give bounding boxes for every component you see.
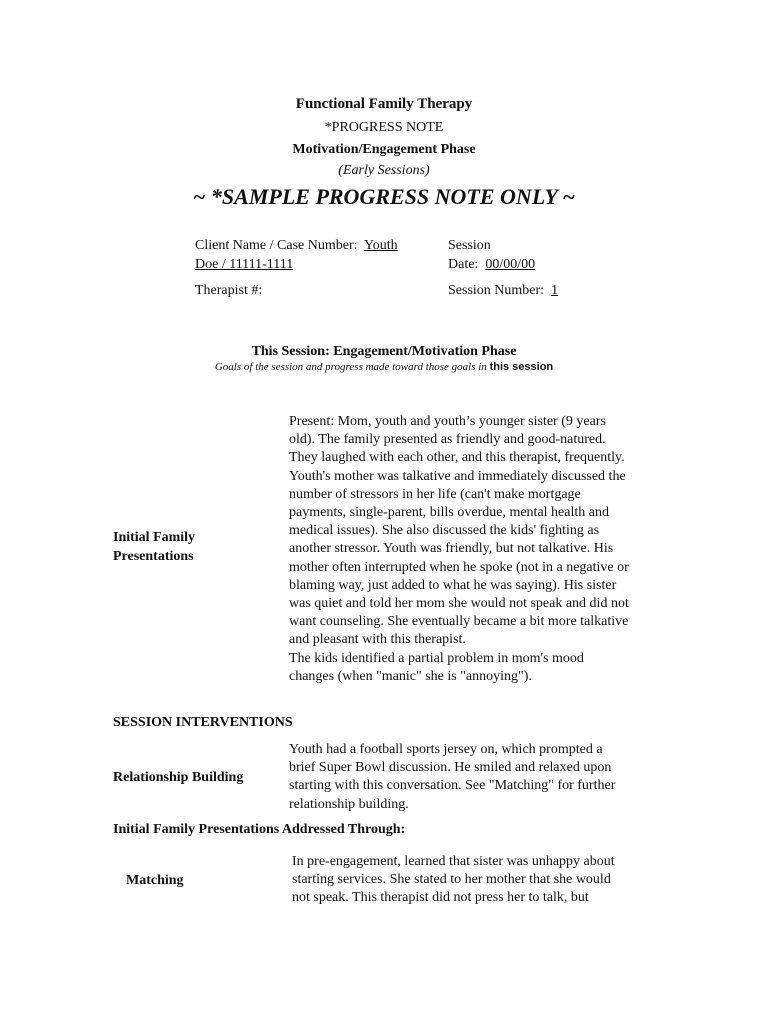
early-sessions-note: (Early Sessions) bbox=[338, 163, 430, 178]
paragraph-line: want counseling. She eventually became a bit more talkative bbox=[289, 614, 629, 630]
paragraph-line: blaming way, just added to what he was saying). His sister bbox=[289, 577, 617, 593]
session-title: This Session: Engagement/Motivation Phase bbox=[251, 344, 517, 359]
session-subtitle bbox=[0, 361, 768, 373]
paragraph-line: mother often interrupted when he spoke (not in a negative or bbox=[289, 559, 629, 575]
paragraph-line: relationship building. bbox=[289, 796, 409, 812]
paragraph-line: not speak. This therapist did not press her to talk, but bbox=[292, 890, 589, 906]
paragraph-line: starting services. She stated to her mother that she would bbox=[292, 872, 611, 888]
client-name-value-2: Doe / 11111-1111 bbox=[195, 257, 294, 272]
interventions-heading: SESSION INTERVENTIONS bbox=[113, 715, 293, 730]
session-label: Session bbox=[448, 238, 491, 253]
date-value: 00/00/00 bbox=[485, 257, 536, 272]
paragraph-line: Present: Mom, youth and youth’s younger sister (9 years bbox=[289, 414, 606, 429]
phase-heading: Motivation/Engagement Phase bbox=[292, 142, 476, 157]
paragraph-line: In pre-engagement, learned that sister was unhappy about bbox=[292, 854, 615, 869]
document-title: Functional Family Therapy bbox=[295, 96, 473, 112]
relationship-building-text bbox=[289, 741, 709, 814]
paragraph-line: Youth's mother was talkative and immediately discussed the bbox=[289, 468, 626, 484]
session-number-label: Session Number: bbox=[448, 283, 545, 298]
paragraph-line: number of stressors in her life (can't make mortgage bbox=[289, 486, 581, 502]
initial-presentations-label bbox=[113, 528, 253, 566]
initial-presentations-label-line2: Presentations bbox=[113, 549, 194, 564]
client-name-field bbox=[195, 236, 435, 274]
document-subtitle: *PROGRESS NOTE bbox=[324, 120, 444, 135]
session-date-field bbox=[448, 236, 648, 274]
paragraph-line: was quiet and told her mom she would not speak and did not bbox=[289, 596, 629, 612]
paragraph-line: old). The family presented as friendly and good-natured. bbox=[289, 432, 606, 448]
therapist-label: Therapist #: bbox=[195, 283, 263, 298]
session-subtitle-emphasis: this session bbox=[489, 361, 554, 373]
client-name-label: Client Name / Case Number: bbox=[195, 238, 358, 253]
session-number-value: 1 bbox=[551, 283, 559, 298]
paragraph-line: payments, single-parent, bills overdue, mental health and bbox=[289, 505, 609, 521]
paragraph-line: starting with this conversation. See "Matching" for further bbox=[289, 778, 616, 794]
sample-banner: ~ *SAMPLE PROGRESS NOTE ONLY ~ bbox=[192, 184, 576, 209]
matching-label: Matching bbox=[126, 873, 184, 888]
session-number-field bbox=[448, 281, 648, 300]
initial-presentations-label-line1: Initial Family bbox=[113, 530, 196, 545]
date-label: Date: bbox=[448, 257, 479, 272]
paragraph-line: The kids identified a partial problem in mom's mood bbox=[289, 650, 584, 666]
addressed-through-heading: Initial Family Presentations Addressed Through: bbox=[113, 822, 406, 837]
paragraph-line: brief Super Bowl discussion. He smiled and relaxed upon bbox=[289, 760, 612, 776]
paragraph-line: and pleasant with this therapist. bbox=[289, 632, 466, 648]
relationship-building-label: Relationship Building bbox=[113, 770, 244, 785]
client-name-value-1: Youth bbox=[364, 238, 398, 253]
session-subtitle-prefix: Goals of the session and progress made toward those goals in bbox=[214, 361, 487, 373]
paragraph-line: They laughed with each other, and this therapist, frequently. bbox=[289, 450, 625, 466]
initial-presentations-text bbox=[289, 413, 709, 686]
paragraph-line: another stressor. Youth was friendly, but not talkative. His bbox=[289, 541, 614, 557]
paragraph-line: changes (when "manic" she is "annoying"). bbox=[289, 668, 532, 684]
paragraph-line: Youth had a football sports jersey on, which prompted a bbox=[289, 742, 603, 757]
matching-text bbox=[292, 853, 712, 908]
paragraph-line: medical issues). She also discussed the kids' fighting as bbox=[289, 523, 600, 539]
